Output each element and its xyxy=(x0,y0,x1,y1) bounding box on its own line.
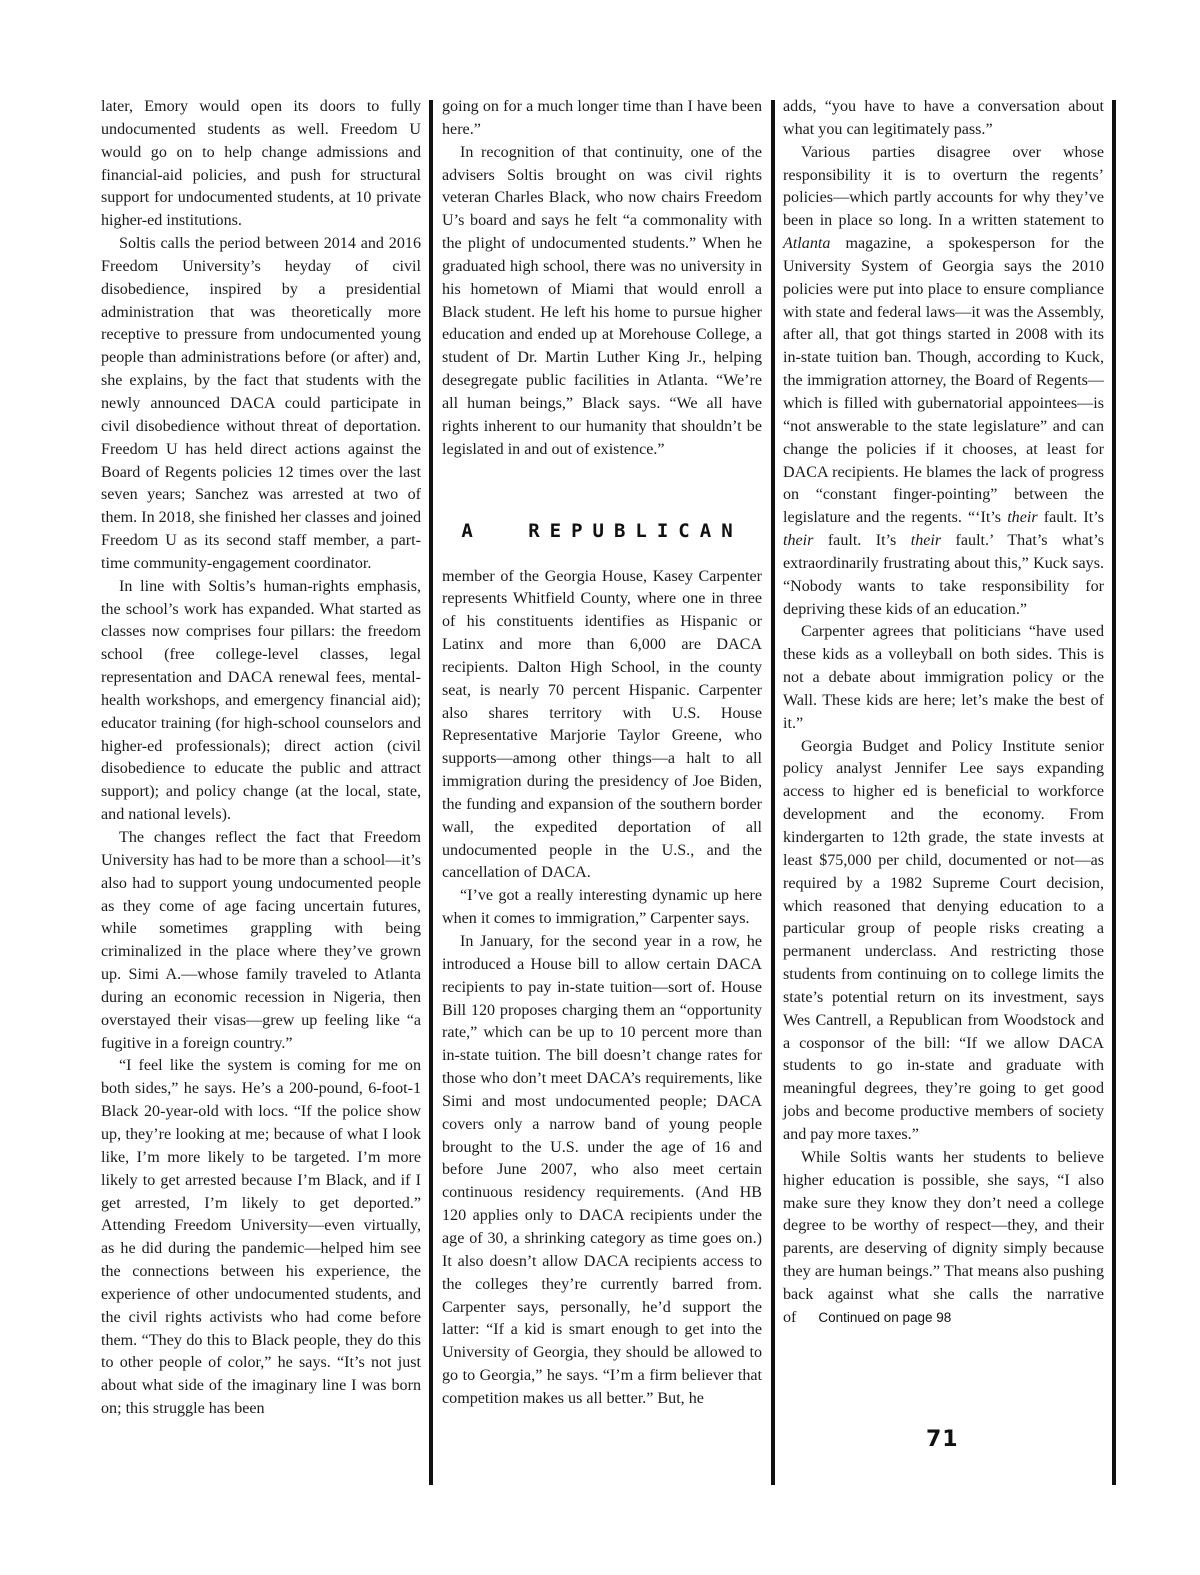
paragraph: While Soltis wants her students to believe higher education is possible, she says, “I also make sure they know they don’t need a college degree to be worthy of respect—they, and their parents, are deserving of dignity simply because they are human beings.” That means also pushing back against what she calls the narrative of Continued on page 98 xyxy=(783,1148,1104,1326)
paragraph: Soltis calls the period between 2014 and 2016 Freedom University’s heyday of civil disobedience, inspired by a presidential administration that was theoretically more receptive to pressure from undocumented young people than administrations before (or after) and, she explains, by the fact that students with the newly announced DACA could participate in civil disobedience without threat of deportation. Freedom U has held direct actions against the Board of Regents policies 12 times over the last seven years; Sanchez was arrested at two of them. In 2018, she finished her classes and joined Freedom U as its second staff member, a part-time community-engagement coordinator. xyxy=(101,235,422,572)
paragraph: “I’ve got a really interesting dynamic up here when it comes to immigration,” Carpenter says. xyxy=(442,887,762,928)
column-rule xyxy=(1112,100,1116,1485)
paragraph: In line with Soltis’s human-rights emphasis, the school’s work has expanded. What started as classes now comprises four pillars: the freedom school (free college-level classes, legal representation and DACA renewal fees, mental-health workshops, and emergency financial aid); educator training (for high-school counselors and higher-ed professionals); direct action (civil disobedience to educate the public and attract support); and policy change (at the local, state, and national levels). xyxy=(101,577,421,824)
paragraph: member of the Georgia House, Kasey Carpenter represents Whitfield County, where one in three of his constituents identifies as Hispanic or Latinx and more than 6,000 are DACA recipients. Dalton High School, in the county seat, is nearly 70 percent Hispanic. Carpenter also shares territory with U.S. House Representative Marjorie Taylor Greene, who supports—among other things—a halt to all immigration during the presidency of Joe Biden, the funding and expansion of the southern border wall, the expedited deportation of all undocumented people in the U.S., and the cancellation of DACA. xyxy=(442,567,762,882)
paragraph: going on for a much longer time than I have been here.” xyxy=(442,98,762,138)
article-column-2 xyxy=(442,96,762,1411)
paragraph: Various parties disagree over whose responsibility it is to overturn the regents’ policies—which partly accounts for why they’ve been in place so long. In a written statement to Atlanta magazine, a spokesperson for the University System of Georgia says the 2010 policies were put into place to ensure compliance with state and federal laws—it was the Assembly, after all, that got things started in 2008 with its in-state tuition ban. Though, according to Kuck, the immigration attorney, the Board of Regents—which is filled with gubernatorial appointees—is “not answerable to the state legislature” and can change the policies if it chooses, at least for DACA recipients. He blames the lack of progress on “constant finger-pointing” between the legislature and the regents. “‘It’s their fault. It’s their fault. It’s their fault.’ That’s what’s extraordinarily frustrating about this,” Kuck says. “Nobody wants to take responsibility for depriving these kids of an education.” xyxy=(783,143,1104,618)
paragraph: “I feel like the system is coming for me on both sides,” he says. He’s a 200-pound, 6-foot-1 Black 20-year-old with locs. “If the police show up, they’re looking at me; because of what I look like, I’m more likely to be targeted. I’m more likely to get arrested because I’m Black, and if I get arrested, I’m likely to get deported.” Attending Freedom University—even virtually, as he did during the pandemic—helped him see the connections between his experience, the experience of other undocumented students, and the civil rights activists who had come before them. “They do this to Black people, they do this to other people of color,” he says. “It’s not just about what side of the imaginary line I was born on; this struggle has been xyxy=(101,1057,421,1418)
paragraph: Carpenter agrees that politicians “have used these kids as a volleyball on both sides. This is not a debate about immigration policy or the Wall. These kids are here; let’s make the best of it.” xyxy=(783,623,1104,732)
paragraph: Georgia Budget and Policy Institute senior policy analyst Jennifer Lee says expanding access to higher ed is beneficial to workforce development and the economy. From kindergarten to 12th grade, the state invests at least $75,000 per child, documented or not—as required by a 1982 Supreme Court decision, which reasoned that denying education to a particular group of people risks creating a permanent underclass. And restricting those students from continuing on to college limits the state’s potential return on its investment, says Wes Cantrell, a Republican from Woodstock and a cosponsor of the bill: “If we allow DACA students to go in-state and graduate with meaningful degrees, they’re going to get good jobs and become productive members of society and pay more taxes.” xyxy=(783,737,1104,1143)
article-column-3 xyxy=(783,96,1104,1330)
paragraph: The changes reflect the fact that Freedom University has had to be more than a school—it’s also had to support young undocumented people as they come of age facing uncertain futures, while sometimes grappling with being criminalized in the place where they’ve grown up. Simi A.—whose family traveled to Atlanta during an economic recession in Nigeria, then overstayed their visas—grew up feeling like “a fugitive in a foreign country.” xyxy=(101,829,421,1052)
column-rule xyxy=(429,100,433,1485)
column-rule xyxy=(771,100,775,1485)
paragraph: later, Emory would open its doors to fully undocumented students as well. Freedom U would go on to help change admissions and financial-aid policies, and push for structural support for undocumented students, at 10 private higher-ed institutions. xyxy=(101,98,421,230)
paragraph: In recognition of that continuity, one of the advisers Soltis brought on was civil rights veteran Charles Black, who now chairs Freedom U’s board and says he felt “a commonality with the plight of undocumented students.” When he graduated high school, there was no university in his hometown of Miami that would enroll a Black student. He left his home to pursue higher education and ended up at Morehouse College, a student of Dr. Martin Luther King Jr., helping desegregate public facilities in Atlanta. “We’re all human beings,” Black says. “We all have rights inherent to our humanity that shouldn’t be legislated in and out of existence.” xyxy=(442,143,762,458)
page-number: 71 xyxy=(926,1427,959,1452)
paragraph: adds, “you have to have a conversation about what you can legitimately pass.” xyxy=(783,98,1104,138)
section-kicker: A REPUBLICAN xyxy=(461,519,743,542)
article-column-1 xyxy=(101,96,421,1421)
paragraph: In January, for the second year in a row, he introduced a House bill to allow certain DACA recipients to pay in-state tuition—sort of. House Bill 120 proposes charging them an “opportunity rate,” which can be up to 10 percent more than in-state tuition. The bill doesn’t change rates for those who don’t meet DACA’s requirements, like Simi and most undocumented people; DACA covers only a narrow band of young people brought to the U.S. under the age of 16 and before June 2007, who also meet certain continuous residency requirements. (And HB 120 applies only to DACA recipients under the age of 30, a shrinking category as time goes on.) It also doesn’t allow DACA recipients access to the colleges they’re currently barred from. Carpenter says, personally, he’d support the latter: “If a kid is smart enough to get into the University of Georgia, they should be allowed to go to Georgia,” he says. “I’m a firm believer that competition makes us all better.” But, he xyxy=(442,933,762,1407)
continued-on-page-note: Continued on page 98 xyxy=(818,1309,952,1325)
magazine-title: Atlanta xyxy=(783,235,831,253)
